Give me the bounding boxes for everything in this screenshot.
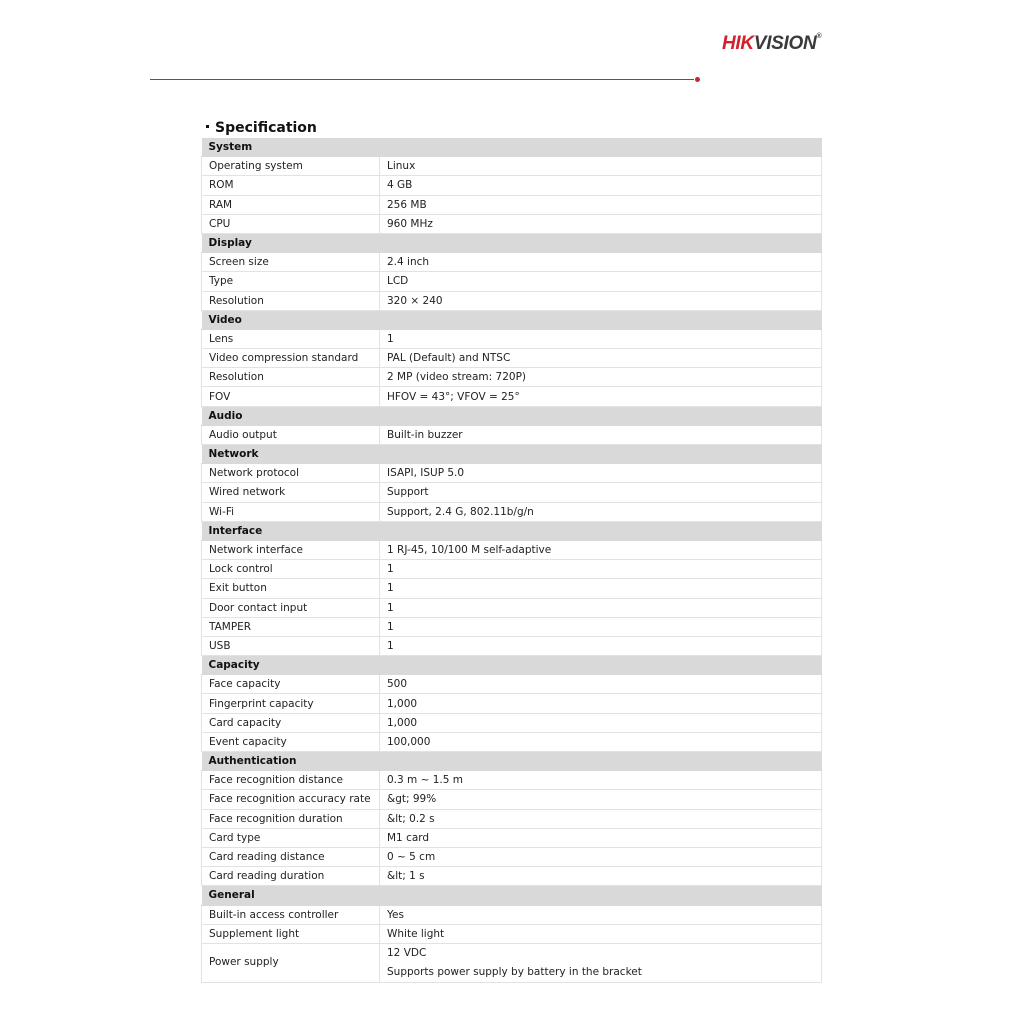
spec-row: [202, 943, 822, 982]
spec-row: [202, 349, 822, 368]
spec-value: PAL (Default) and NTSC: [380, 349, 822, 368]
spec-key: Lock control: [202, 560, 380, 579]
spec-key: Card reading duration: [202, 867, 380, 886]
header-rule-dot: [695, 77, 700, 82]
header-rule: [150, 79, 694, 80]
spec-row: [202, 905, 822, 924]
spec-key: RAM: [202, 195, 380, 214]
section-title: Capacity: [202, 656, 822, 675]
spec-row: [202, 771, 822, 790]
spec-row: [202, 617, 822, 636]
spec-row: [202, 272, 822, 291]
spec-row: [202, 502, 822, 521]
spec-value: ISAPI, ISUP 5.0: [380, 464, 822, 483]
spec-key: Resolution: [202, 368, 380, 387]
specification-table-body: [202, 138, 822, 982]
spec-row: [202, 694, 822, 713]
logo-registered-mark: ®: [816, 33, 822, 40]
spec-row: [202, 867, 822, 886]
spec-row: [202, 828, 822, 847]
section-header-row: [202, 752, 822, 771]
spec-value: &gt; 99%: [380, 790, 822, 809]
spec-value: 256 MB: [380, 195, 822, 214]
section-header-row: [202, 233, 822, 252]
spec-key: Card capacity: [202, 713, 380, 732]
spec-key: Video compression standard: [202, 349, 380, 368]
spec-value: &lt; 1 s: [380, 867, 822, 886]
spec-key: Resolution: [202, 291, 380, 310]
spec-row: [202, 195, 822, 214]
section-header-row: [202, 310, 822, 329]
section-header-row: [202, 886, 822, 905]
spec-value: White light: [380, 924, 822, 943]
spec-key: Face recognition duration: [202, 809, 380, 828]
spec-value: Support: [380, 483, 822, 502]
spec-value-line: Supports power supply by battery in the bracket: [387, 965, 642, 978]
spec-key: Lens: [202, 329, 380, 348]
spec-row: [202, 368, 822, 387]
spec-key: ROM: [202, 176, 380, 195]
spec-value: 1: [380, 329, 822, 348]
spec-value: 100,000: [380, 732, 822, 751]
spec-row: [202, 598, 822, 617]
spec-value: 1,000: [380, 694, 822, 713]
spec-key: Power supply: [202, 943, 380, 982]
spec-key: Door contact input: [202, 598, 380, 617]
spec-row: [202, 329, 822, 348]
spec-row: [202, 636, 822, 655]
specification-table: [201, 138, 822, 983]
spec-row: [202, 732, 822, 751]
section-header-row: [202, 521, 822, 540]
spec-value: [380, 943, 822, 982]
spec-value: Built-in buzzer: [380, 425, 822, 444]
spec-row: [202, 713, 822, 732]
spec-value: HFOV = 43°; VFOV = 25°: [380, 387, 822, 406]
section-title: Video: [202, 310, 822, 329]
logo-hik: HIK: [722, 33, 754, 54]
spec-value-line: 12 VDC: [387, 946, 427, 959]
section-title: General: [202, 886, 822, 905]
section-header-row: [202, 445, 822, 464]
spec-value: LCD: [380, 272, 822, 291]
page-title: [206, 120, 317, 136]
section-title: System: [202, 138, 822, 157]
section-title: Network: [202, 445, 822, 464]
spec-value: M1 card: [380, 828, 822, 847]
spec-key: Wi-Fi: [202, 502, 380, 521]
spec-value: 2 MP (video stream: 720P): [380, 368, 822, 387]
spec-row: [202, 924, 822, 943]
spec-key: CPU: [202, 214, 380, 233]
spec-row: [202, 790, 822, 809]
spec-value: 1 RJ-45, 10/100 M self-adaptive: [380, 540, 822, 559]
spec-key: Exit button: [202, 579, 380, 598]
spec-value: 4 GB: [380, 176, 822, 195]
spec-row: [202, 157, 822, 176]
spec-value: 1: [380, 560, 822, 579]
spec-row: [202, 540, 822, 559]
spec-value: 2.4 inch: [380, 253, 822, 272]
spec-key: Type: [202, 272, 380, 291]
spec-value: 1,000: [380, 713, 822, 732]
spec-row: [202, 253, 822, 272]
spec-value: &lt; 0.2 s: [380, 809, 822, 828]
spec-key: Network interface: [202, 540, 380, 559]
section-title: Interface: [202, 521, 822, 540]
spec-key: Audio output: [202, 425, 380, 444]
spec-row: [202, 291, 822, 310]
spec-value: Linux: [380, 157, 822, 176]
hikvision-logo: [722, 33, 821, 55]
section-header-row: [202, 406, 822, 425]
spec-key: Operating system: [202, 157, 380, 176]
spec-key: Supplement light: [202, 924, 380, 943]
spec-key: Face capacity: [202, 675, 380, 694]
logo-vision: VISION: [753, 33, 817, 54]
spec-row: [202, 214, 822, 233]
spec-value: Yes: [380, 905, 822, 924]
spec-key: Face recognition accuracy rate: [202, 790, 380, 809]
spec-key: Built-in access controller: [202, 905, 380, 924]
section-header-row: [202, 138, 822, 157]
spec-value: 0 ~ 5 cm: [380, 847, 822, 866]
spec-key: USB: [202, 636, 380, 655]
spec-value: 1: [380, 579, 822, 598]
spec-value: 1: [380, 598, 822, 617]
spec-value: 960 MHz: [380, 214, 822, 233]
spec-key: Network protocol: [202, 464, 380, 483]
page-title-text: Specification: [215, 120, 317, 136]
bullet-square-icon: [206, 125, 209, 128]
spec-key: TAMPER: [202, 617, 380, 636]
spec-value: 0.3 m ~ 1.5 m: [380, 771, 822, 790]
spec-value: 320 × 240: [380, 291, 822, 310]
spec-key: Fingerprint capacity: [202, 694, 380, 713]
spec-value: Support, 2.4 G, 802.11b/g/n: [380, 502, 822, 521]
section-title: Audio: [202, 406, 822, 425]
spec-key: FOV: [202, 387, 380, 406]
spec-key: Event capacity: [202, 732, 380, 751]
spec-row: [202, 176, 822, 195]
spec-key: Wired network: [202, 483, 380, 502]
section-title: Display: [202, 233, 822, 252]
spec-row: [202, 579, 822, 598]
spec-value: 500: [380, 675, 822, 694]
spec-value: 1: [380, 617, 822, 636]
section-title: Authentication: [202, 752, 822, 771]
spec-row: [202, 560, 822, 579]
spec-key: Screen size: [202, 253, 380, 272]
section-header-row: [202, 656, 822, 675]
spec-row: [202, 483, 822, 502]
spec-key: Face recognition distance: [202, 771, 380, 790]
spec-row: [202, 464, 822, 483]
spec-row: [202, 675, 822, 694]
spec-row: [202, 425, 822, 444]
spec-value: 1: [380, 636, 822, 655]
spec-row: [202, 387, 822, 406]
spec-row: [202, 847, 822, 866]
spec-row: [202, 809, 822, 828]
spec-key: Card type: [202, 828, 380, 847]
spec-key: Card reading distance: [202, 847, 380, 866]
